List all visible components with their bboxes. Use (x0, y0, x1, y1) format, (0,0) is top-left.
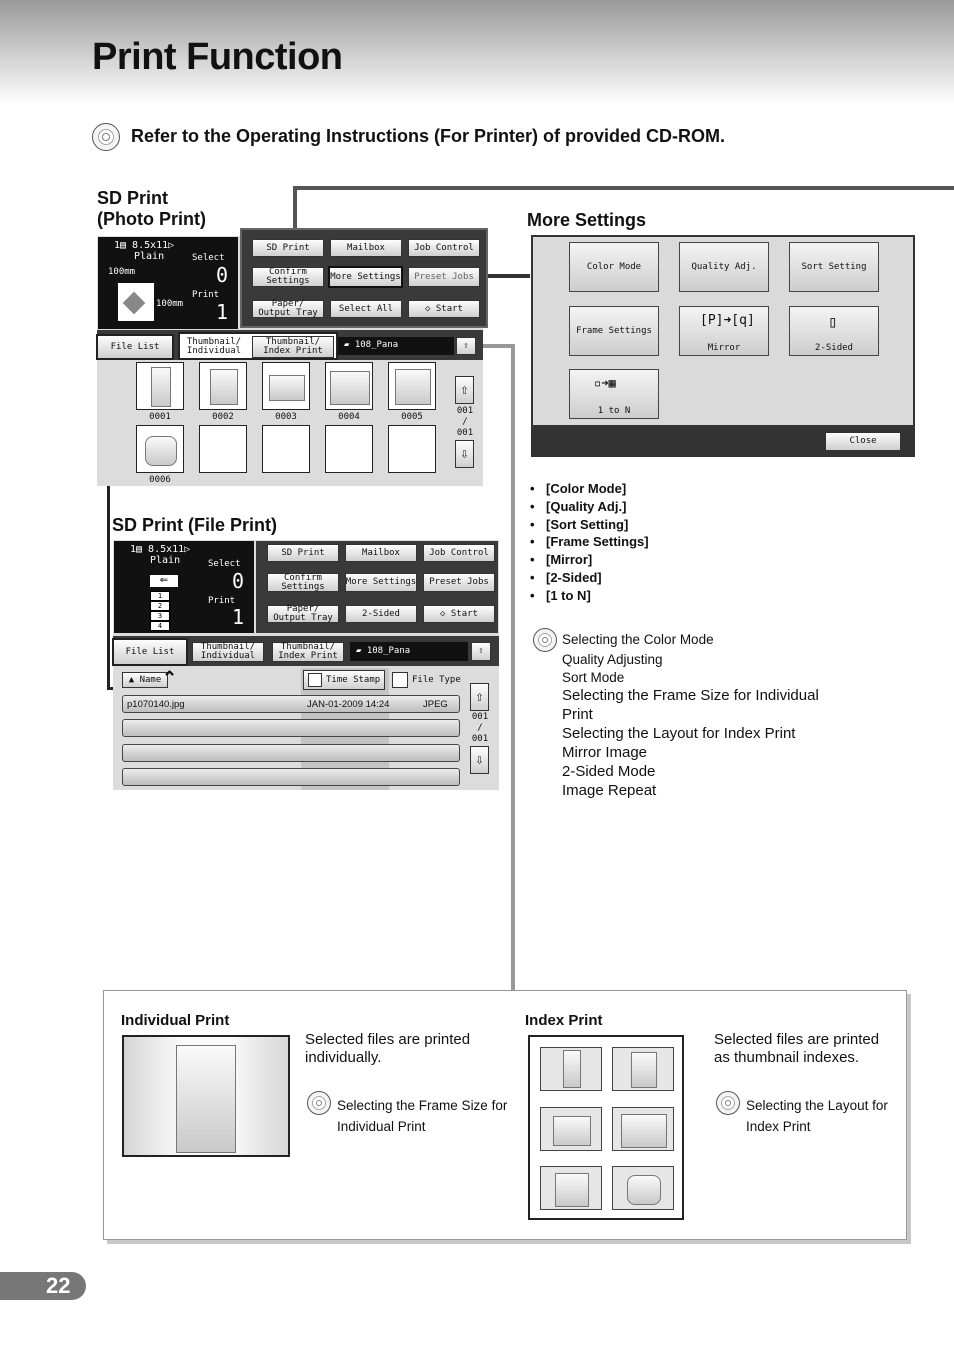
cd-rom-icon (533, 628, 557, 652)
arrow-up-icon: ⇧ (475, 688, 484, 705)
individual-print-heading: Individual Print (121, 1012, 230, 1029)
folder-up-button[interactable]: ⇧ (471, 642, 491, 661)
tab-job-control[interactable]: Job Control (408, 239, 480, 257)
arrow-down-icon: ⇩ (460, 445, 469, 462)
index-print-heading: Index Print (525, 1012, 603, 1029)
scroll-down-button[interactable] (470, 746, 489, 774)
sort-file-type-button[interactable]: File Type (390, 670, 470, 690)
arrow-up-icon: ⇧ (460, 381, 469, 398)
file-row-empty (122, 744, 460, 762)
two-sided-icon: ▯ (828, 312, 838, 331)
thumbnail[interactable] (136, 425, 184, 473)
confirm-settings-button[interactable]: Confirm Settings (252, 267, 324, 287)
page-title: Print Function (92, 36, 343, 78)
two-sided-button[interactable]: ▯ 2-Sided (789, 306, 879, 356)
file-row-empty (122, 768, 460, 786)
thumbnail-empty (199, 425, 247, 473)
index-thumb (612, 1166, 674, 1210)
file-print-title: SD Print (File Print) (112, 515, 278, 535)
arrow-down-icon: ⇩ (475, 751, 484, 768)
index-thumb (540, 1047, 602, 1091)
frame-settings-button[interactable]: Frame Settings (569, 306, 659, 356)
start-button[interactable]: ◇ Start (408, 300, 480, 318)
folder-icon: ▰ (344, 340, 355, 350)
file-list-button[interactable]: File List (96, 334, 174, 360)
connector-line (511, 344, 515, 992)
photo-print-title: SD Print (Photo Print) (97, 188, 206, 229)
photo-status-panel: 1▤ 8.5x11▷ Plain 100mm 100mm Select 0 Print 1 (98, 237, 238, 329)
tab-sd-print[interactable]: SD Print (252, 239, 324, 257)
scroll-up-button[interactable] (470, 683, 489, 711)
sort-time-stamp-button[interactable]: Time Stamp (303, 670, 385, 690)
sort-setting-button[interactable]: Sort Setting (789, 242, 879, 292)
page-number: 22 (0, 1272, 86, 1300)
individual-print-desc: Selected files are printed individually. (305, 1031, 471, 1066)
folder-path: ▰ 108_Pana (338, 337, 454, 355)
individual-print-sample (122, 1035, 290, 1157)
start-icon: ◇ (440, 608, 451, 619)
tab-thumbnail-individual[interactable]: Thumbnail/ Individual (186, 337, 242, 356)
index-print-desc: Selected files are printed as thumbnail indexes. (714, 1031, 880, 1066)
one-to-n-button[interactable]: ▫➜▦ 1 to N (569, 369, 659, 419)
confirm-settings-button[interactable]: Confirm Settings (267, 573, 339, 592)
page-counter: 001 / 001 (456, 406, 474, 438)
index-thumb (612, 1047, 674, 1091)
thumbnail[interactable] (199, 362, 247, 410)
color-mode-button[interactable]: Color Mode (569, 242, 659, 292)
index-print-sample (528, 1035, 684, 1220)
folder-path: ▰ 108_Pana (350, 642, 468, 661)
tab-thumbnail-individual[interactable]: Thumbnail/ Individual (192, 642, 264, 662)
mirror-button[interactable]: [P]➜[q] Mirror (679, 306, 769, 356)
paper-output-tray-button[interactable]: Paper/ Output Tray (252, 300, 324, 318)
file-list-button[interactable]: File List (112, 638, 188, 666)
tab-mailbox[interactable]: Mailbox (330, 239, 402, 257)
tab-sd-print[interactable]: SD Print (267, 544, 339, 562)
thumbnail[interactable] (136, 362, 184, 410)
tab-thumbnail-index-print[interactable]: Thumbnail/ Index Print (272, 642, 344, 662)
select-all-button[interactable]: Select All (330, 300, 402, 318)
preset-jobs-button[interactable]: Preset Jobs (423, 573, 495, 592)
file-row[interactable]: p1070140.jpg JAN-01-2009 14:24 JPEG (122, 695, 460, 713)
folder-icon: ▰ (356, 646, 367, 656)
triangle-up-icon: ▲ (128, 674, 140, 685)
page-counter: 001 / 001 (471, 712, 489, 744)
more-settings-button[interactable]: More Settings (328, 266, 403, 288)
pointer-arrow-icon: ⌃ (162, 668, 178, 688)
mirror-icon: [P]➜[q] (700, 313, 755, 328)
quality-adj-button[interactable]: Quality Adj. (679, 242, 769, 292)
photo-preview-icon (118, 283, 154, 321)
cd-rom-icon (716, 1091, 740, 1115)
preset-jobs-button[interactable]: Preset Jobs (408, 267, 480, 287)
settings-bullet-list: • [Color Mode] • [Quality Adj.] • [Sort Setting] • [Frame Settings] • [Mirror] • [2-Sided] • [1 to N] (530, 480, 649, 605)
connector-line (293, 186, 954, 190)
close-button[interactable]: Close (825, 432, 901, 451)
thumbnail[interactable] (325, 362, 373, 410)
thumbnail-empty (262, 425, 310, 473)
thumbnail[interactable] (262, 362, 310, 410)
start-button[interactable]: ◇ Start (423, 605, 495, 623)
scroll-down-button[interactable] (455, 440, 474, 468)
file-row-empty (122, 719, 460, 737)
more-settings-button[interactable]: More Settings (345, 573, 417, 592)
cd-rom-icon (92, 123, 120, 151)
arrow-left-icon: ⇐ (150, 575, 178, 587)
paper-output-tray-button[interactable]: Paper/ Output Tray (267, 605, 339, 623)
connector-line (293, 186, 297, 232)
page-stack: 1 2 3 4 (150, 591, 170, 631)
tab-thumbnail-index-print[interactable]: Thumbnail/ Index Print (252, 336, 334, 358)
thumbnail-empty (325, 425, 373, 473)
start-icon: ◇ (425, 303, 436, 314)
thumbnail-empty (388, 425, 436, 473)
one-to-n-icon: ▫➜▦ (594, 376, 616, 390)
index-print-ref: Selecting the Layout for Index Print (746, 1098, 888, 1134)
tab-mailbox[interactable]: Mailbox (345, 544, 417, 562)
checkbox-icon (392, 672, 408, 688)
reference-list: Selecting the Color Mode Quality Adjusting Sort Mode Selecting the Frame Size for Individual Print Selecting the Layout for Index Print Mirror Image 2-Sided Mode Image Repeat (562, 632, 819, 799)
tab-job-control[interactable]: Job Control (423, 544, 495, 562)
file-status-panel: 1▤ 8.5x11▷ Plain ⇐ 1 2 3 4 Select 0 Print 1 (114, 541, 254, 633)
cd-rom-icon (307, 1091, 331, 1115)
scroll-up-button[interactable] (455, 376, 474, 404)
refer-note: Refer to the Operating Instructions (For Printer) of provided CD-ROM. (131, 126, 726, 146)
more-settings-title: More Settings (527, 210, 647, 230)
folder-up-button[interactable]: ⇧ (456, 337, 476, 355)
sort-name-button[interactable]: ▲ Name (122, 672, 168, 688)
index-thumb (540, 1166, 602, 1210)
index-thumb (540, 1107, 602, 1151)
checkbox-icon (308, 673, 322, 687)
two-sided-button[interactable]: 2-Sided (345, 605, 417, 623)
individual-print-ref: Selecting the Frame Size for Individual Print (337, 1098, 508, 1134)
thumbnail[interactable] (388, 362, 436, 410)
index-thumb (612, 1107, 674, 1151)
